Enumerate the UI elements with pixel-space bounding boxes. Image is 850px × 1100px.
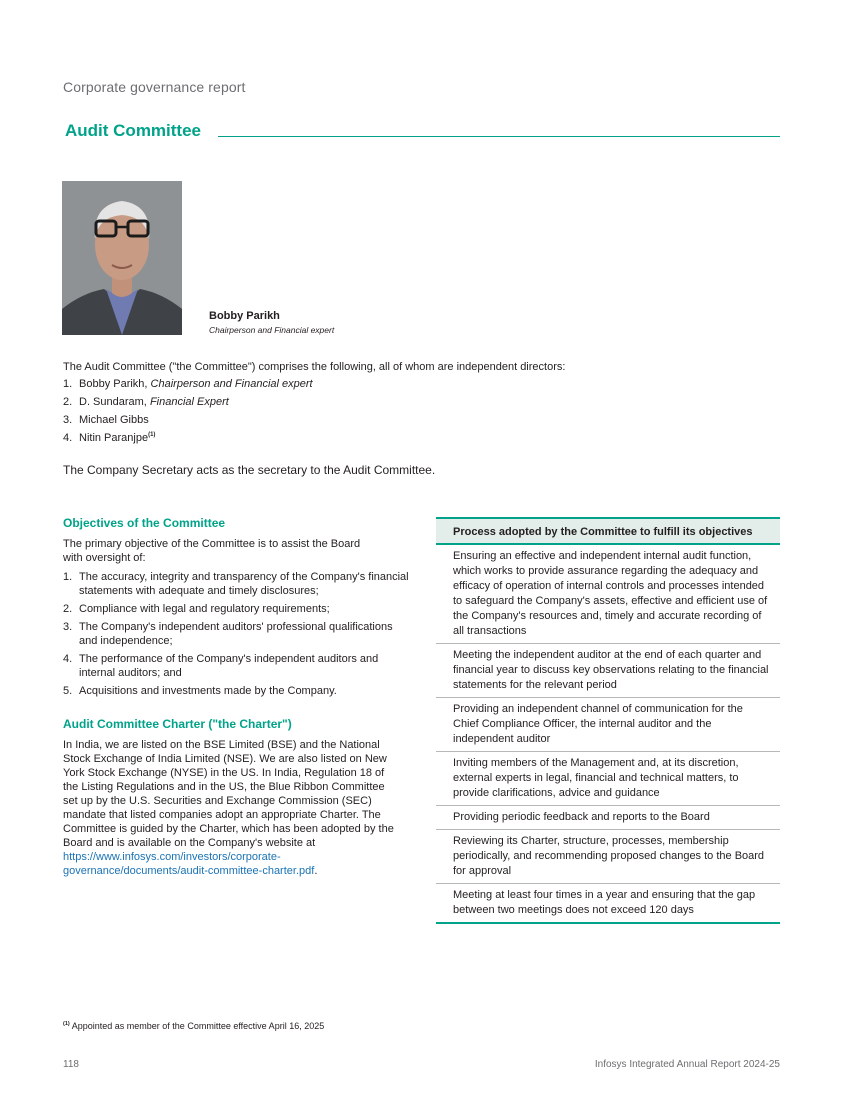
table-row: Ensuring an effective and independent internal audit function, which works to provide assurance regarding the adequacy and efficacy of operation of internal controls and processes intended to safeguard the Company's assets, effective and efficient use of the Company's resources and, timely and accurate recording of all transactions [436, 545, 780, 644]
list-item [63, 396, 313, 414]
list-number: 1. [63, 571, 73, 583]
table-row: Providing an independent channel of communication for the Chief Compliance Officer, the internal auditor and the independent auditor [436, 698, 780, 752]
list-item [63, 620, 413, 648]
footnote-text: Appointed as member of the Committee effective April 16, 2025 [71, 1021, 325, 1031]
list-item [63, 432, 313, 450]
charter-link[interactable]: https://www.infosys.com/investors/corporate-governance/documents/audit-committee-charter.pdf [63, 851, 315, 877]
member-name: Nitin Paranjpe [79, 432, 149, 444]
footnote [63, 1021, 324, 1031]
title-row [63, 121, 780, 141]
member-name: Bobby Parikh, [79, 378, 148, 390]
list-item [63, 602, 413, 616]
member-role: Chairperson and Financial expert [150, 378, 313, 390]
committee-intro: The Audit Committee ("the Committee") comprises the following, all of whom are independent directors: [63, 361, 566, 373]
secretary-note: The Company Secretary acts as the secretary to the Audit Committee. [63, 463, 436, 477]
charter-heading: Audit Committee Charter ("the Charter") [63, 717, 292, 731]
member-name: Michael Gibbs [79, 414, 149, 426]
page-title: Audit Committee [65, 121, 205, 141]
list-number: 3. [63, 621, 73, 633]
list-number: 3. [63, 414, 73, 426]
objectives-heading: Objectives of the Committee [63, 516, 226, 530]
objectives-list [63, 570, 413, 702]
table-row: Meeting at least four times in a year and ensuring that the gap between two meetings does not exceed 120 days [453, 889, 756, 916]
list-number: 2. [63, 396, 73, 408]
list-number: 4. [63, 653, 73, 665]
footnote-mark: (1) [63, 1021, 70, 1027]
list-number: 2. [63, 603, 73, 615]
list-item [63, 684, 413, 698]
list-number: 1. [63, 378, 73, 390]
charter-text: In India, we are listed on the BSE Limited (BSE) and the National Stock Exchange of India Limited (NSE). We are also listed on New York Stock Exchange (NYSE) in the US. In India, Regulation 18 of the Listing Regulations and in the US, the Blue Ribbon Committee set up by the U.S. Securities and Exchange Commission (SEC) mandate that listed companies adopt an appropriate Charter. The Committee is guided by the Charter, which has been adopted by the Board and is available on the Company's website at [63, 739, 394, 849]
list-number: 5. [63, 685, 73, 697]
page-number: 118 [63, 1059, 79, 1070]
table-row: Inviting members of the Management and, at its discretion, external experts in legal, financial and technical matters, to provide clarifications, advice and guidance [436, 752, 780, 806]
members-list [63, 378, 313, 450]
chairperson-name: Bobby Parikh [209, 310, 280, 322]
objective-text: Acquisitions and investments made by the Company. [79, 685, 337, 697]
list-item [63, 378, 313, 396]
member-role: Financial Expert [149, 396, 229, 408]
objective-text: The accuracy, integrity and transparency of the Company's financial statements with adequate and timely disclosures; [79, 571, 409, 597]
objective-text: Compliance with legal and regulatory requirements; [79, 603, 330, 615]
report-name: Infosys Integrated Annual Report 2024-25 [594, 1059, 780, 1070]
charter-period: . [314, 865, 318, 877]
process-table-header: Process adopted by the Committee to fulfill its objectives [436, 519, 780, 545]
member-name: D. Sundaram, [79, 396, 147, 408]
list-number: 4. [63, 432, 73, 444]
chairperson-photo [62, 181, 182, 335]
objectives-intro: The primary objective of the Committee is to assist the Board with oversight of: [63, 538, 361, 564]
title-rule [218, 136, 780, 137]
section-label: Corporate governance report [63, 79, 246, 95]
list-item [63, 652, 413, 680]
objective-text: The performance of the Company's independent auditors and internal auditors; and [79, 653, 379, 679]
process-table [436, 517, 780, 924]
table-row: Reviewing its Charter, structure, processes, membership periodically, and recommending proposed changes to the Board for approval [436, 830, 780, 884]
table-row: Providing periodic feedback and reports to the Board [436, 806, 780, 830]
chairperson-role: Chairperson and Financial expert [209, 325, 335, 335]
objective-text: The Company's independent auditors' professional qualifications and independence; [79, 621, 393, 647]
table-row: Meeting the independent auditor at the end of each quarter and financial year to discuss key observations relating to the financial statements for the relevant period [436, 644, 780, 698]
charter-body [63, 738, 398, 878]
list-item [63, 414, 313, 432]
footnote-marker: (1) [148, 432, 156, 438]
list-item [63, 570, 413, 598]
